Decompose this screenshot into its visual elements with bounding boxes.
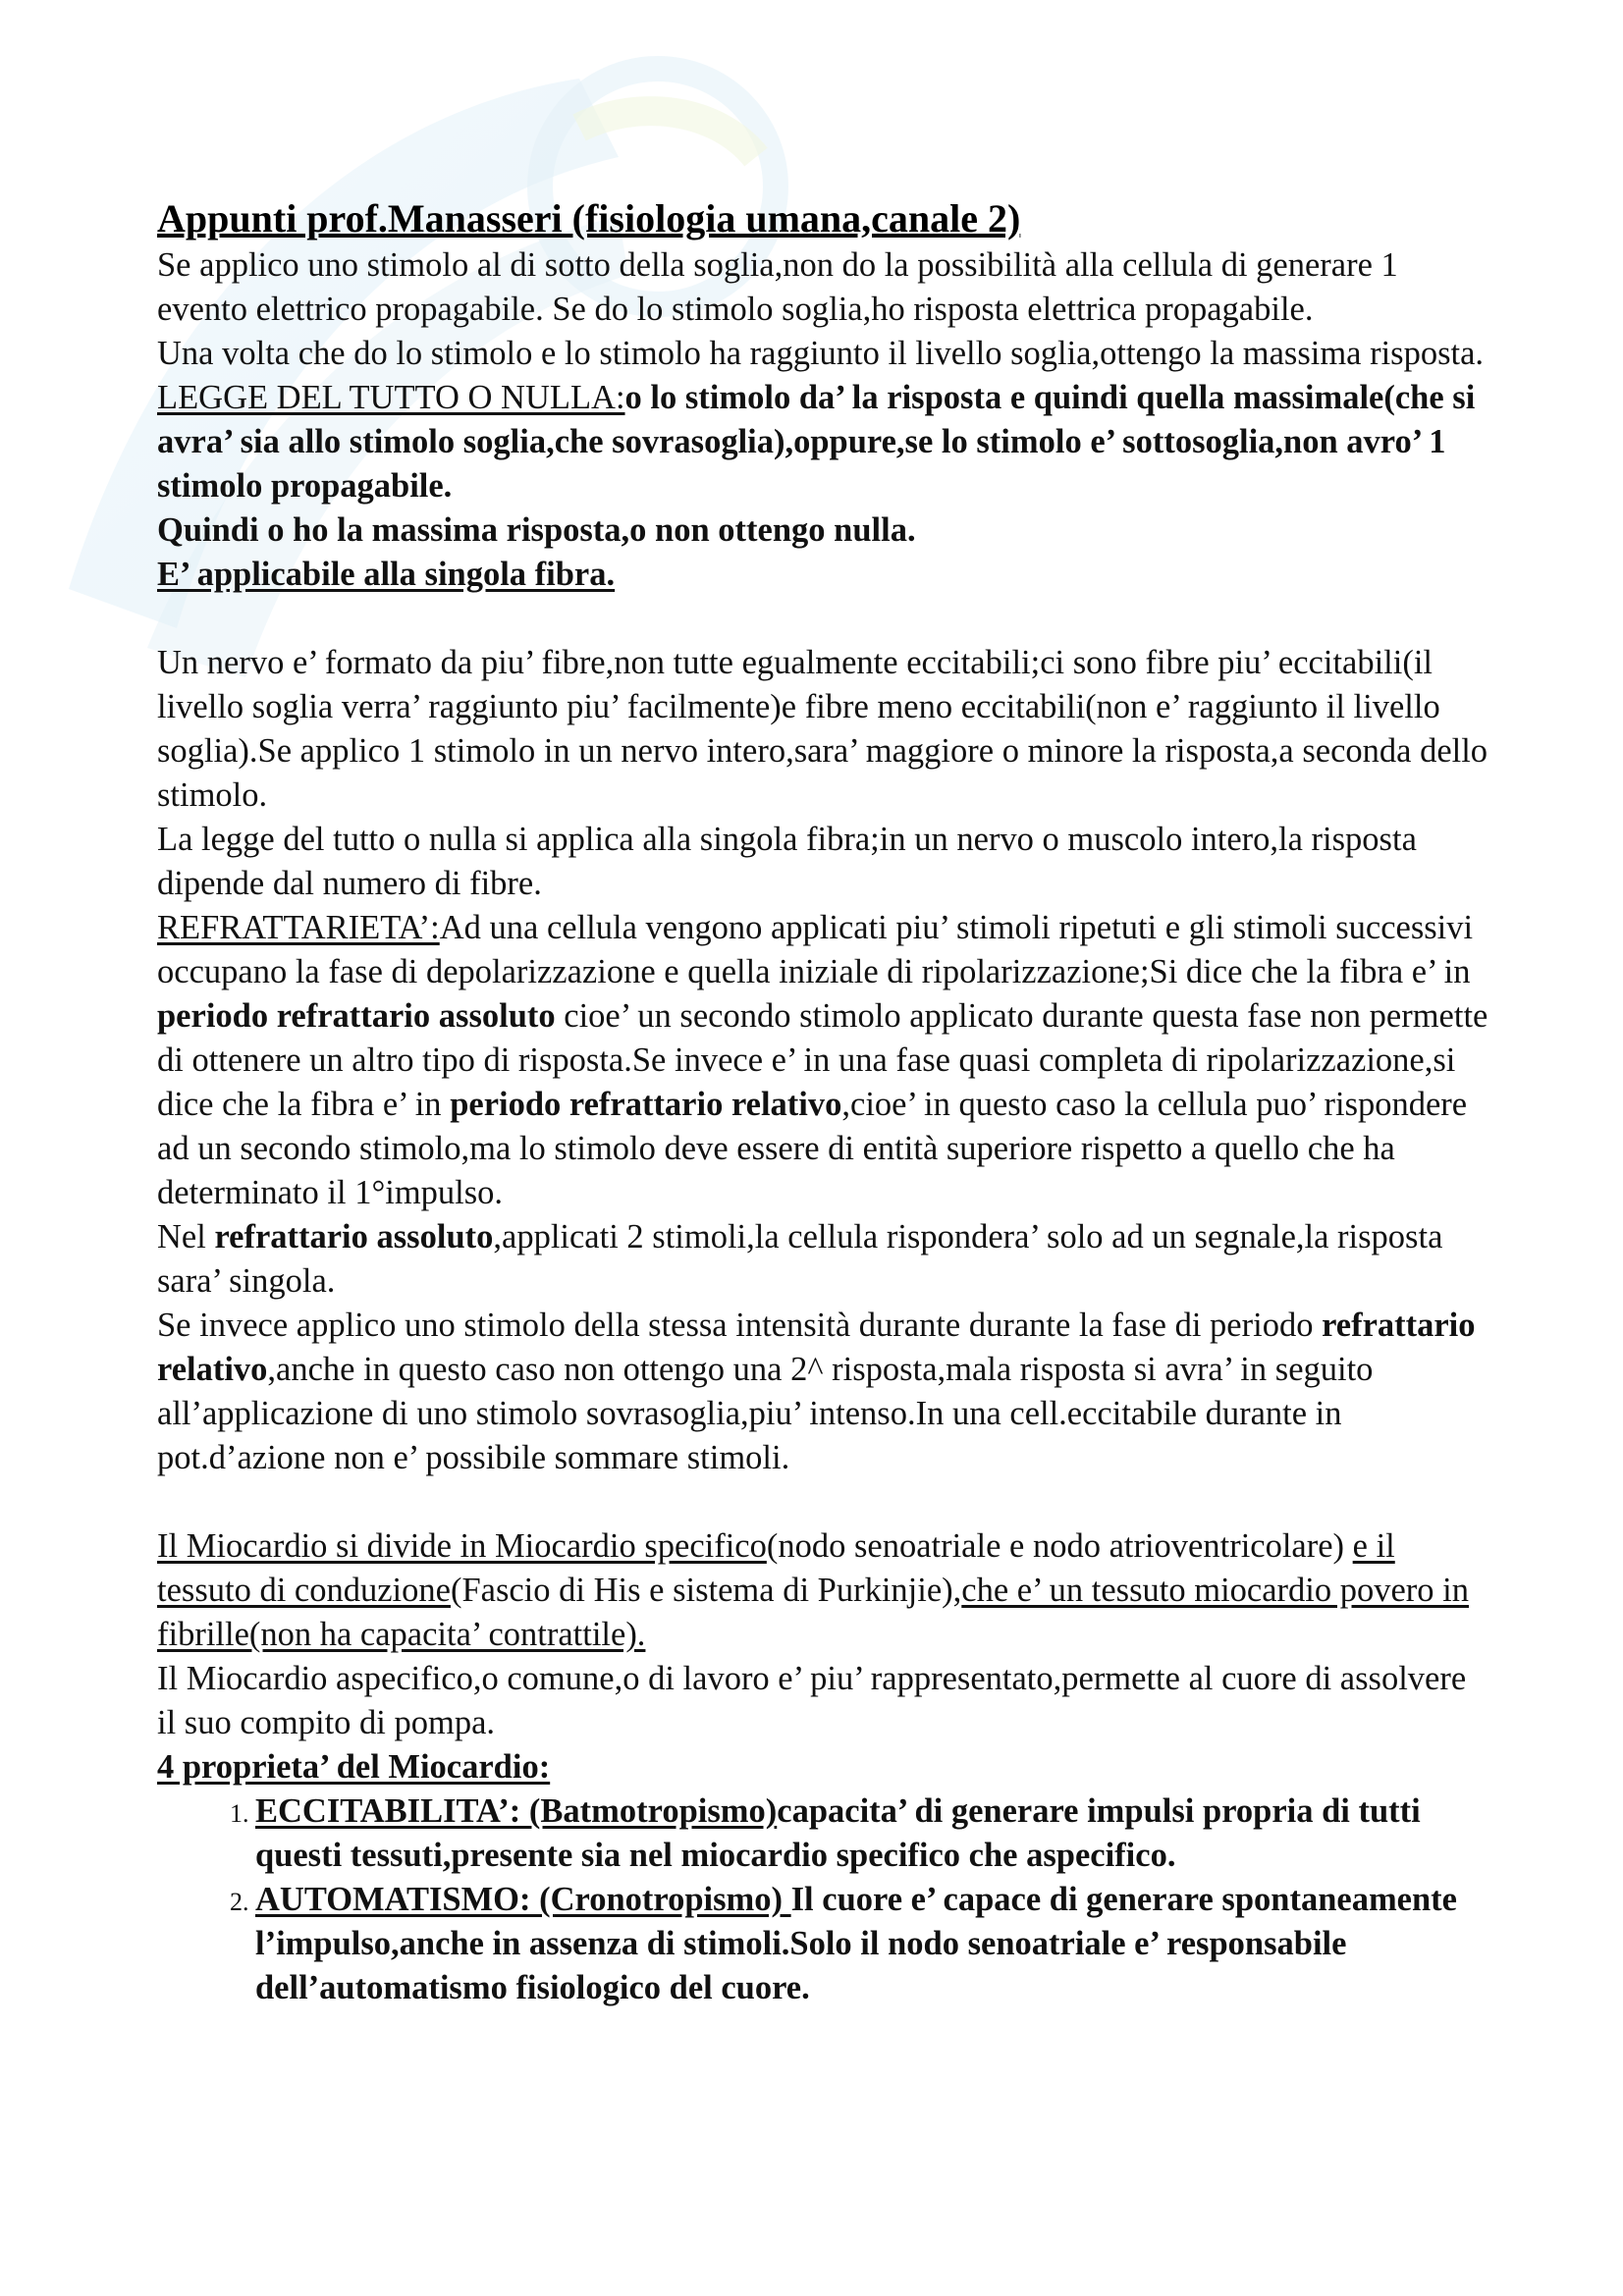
paragraph-legge-tutto-nulla — [157, 376, 1492, 508]
paragraph-refrattario-relativo: Se invece applico uno stimolo della stessa intensità durante durante la fase di periodo refrattario relativo,anche in questo caso non ottengo una 2^ risposta,mala risposta si avra’ in seguito all’applicazione di uno stimolo sovrasoglia,piu’ intenso.In una cell.eccitabile durante in pot.d’azione non e’ possibile sommare stimoli. — [157, 1307, 1476, 1476]
paragraph-refrattarieta: REFRATTARIETA’:Ad una cellula vengono applicati piu’ stimoli ripetuti e gli stimoli successivi occupano la fase di depolarizzazione e quella iniziale di ripolarizzazione;Si dice che la fibra e’ in periodo refrattario assoluto cioe’ un secondo stimolo applicato durante questa fase non permette di ottenere un altro tipo di risposta.Se invece e’ in una fase quasi completa di ripolarizzazione,si dice che la fibra e’ in periodo refrattario relativo,cioe’ in questo caso la cellula puo’ rispondere ad un secondo stimolo,ma lo stimolo deve essere di entità superiore rispetto a quello che ha determinato il 1°impulso. — [157, 909, 1488, 1211]
legge-text: o lo stimolo da’ la risposta e quindi quella massimale(che si avra’ sia allo stimolo soglia,che sovrasoglia),oppure,se lo stimolo e’ sottosoglia,non avro’ 1 stimolo propagabile. — [157, 379, 1476, 505]
paragraph-miocardio: Il Miocardio si divide in Miocardio specifico(nodo senoatriale e nodo atrioventricolare) e il tessuto di conduzione(Fascio di His e sistema di Purkinjie),che e’ un tessuto miocardio povero in fibrille(non ha capacita’ contrattile). — [157, 1527, 1469, 1653]
term-refrattario-assoluto: periodo refrattario assoluto — [157, 997, 556, 1035]
list-item: 2. AUTOMATISMO: (Cronotropismo) Il cuore e’ capace di generare spontaneamente l’impulso,anche in assenza di stimoli.Solo il nodo senoatriale e’ responsabile dell’automatismo fisiologico del cuore. — [255, 1878, 1492, 2010]
paragraph-soglia: Se applico uno stimolo al di sotto della soglia,non do la possibilità alla cellula di generare 1 evento elettrico propagabile. Se do lo stimolo soglia,ho risposta elettrica propagabile. — [157, 246, 1398, 328]
doc-title: Appunti prof.Manasseri (fisiologia umana,canale 2) — [157, 196, 1021, 240]
legge-heading: LEGGE DEL TUTTO O NULLA: — [157, 379, 625, 416]
term-refrattario-relativo: periodo refrattario relativo — [450, 1086, 842, 1123]
refrattarieta-heading: REFRATTARIETA’: — [157, 909, 440, 946]
proprieta-list — [157, 1789, 1492, 2010]
paragraph-miocardio-aspecifico: Il Miocardio aspecifico,o comune,o di lavoro e’ piu’ rappresentato,permette al cuore di assolvere il suo compito di pompa. — [157, 1660, 1467, 1741]
legge-singola-fibra: E’ applicabile alla singola fibra. — [157, 556, 616, 593]
list-item: 1. ECCITABILITA’: (Batmotropismo)capacita’ di generare impulsi propria di tutti questi tessuti,presente sia nel miocardio specifico che aspecifico. — [255, 1789, 1492, 1878]
paragraph-refrattario-assoluto: Nel refrattario assoluto,applicati 2 stimoli,la cellula rispondera’ solo ad un segnale,la risposta sara’ singola. — [157, 1218, 1443, 1300]
paragraph-legge-fibra: La legge del tutto o nulla si applica alla singola fibra;in un nervo o muscolo intero,la risposta dipende dal numero di fibre. — [157, 821, 1417, 902]
paragraph-nervo: Un nervo e’ formato da piu’ fibre,non tutte egualmente eccitabili;ci sono fibre piu’ eccitabili(il livello soglia verra’ raggiunto piu’ facilmente)e fibre meno eccitabili(non e’ raggiunto il livello soglia).Se applico 1 stimolo in un nervo intero,sara’ maggiore o minore la risposta,a seconda dello stimolo. — [157, 644, 1488, 814]
document-page — [157, 194, 1492, 2010]
paragraph-massima-risposta: Una volta che do lo stimolo e lo stimolo ha raggiunto il livello soglia,ottengo la massima risposta. — [157, 335, 1485, 372]
legge-conclusione: Quindi o ho la massima risposta,o non ottengo nulla. — [157, 511, 916, 549]
proprieta-heading: 4 proprieta’ del Miocardio: — [157, 1748, 551, 1786]
